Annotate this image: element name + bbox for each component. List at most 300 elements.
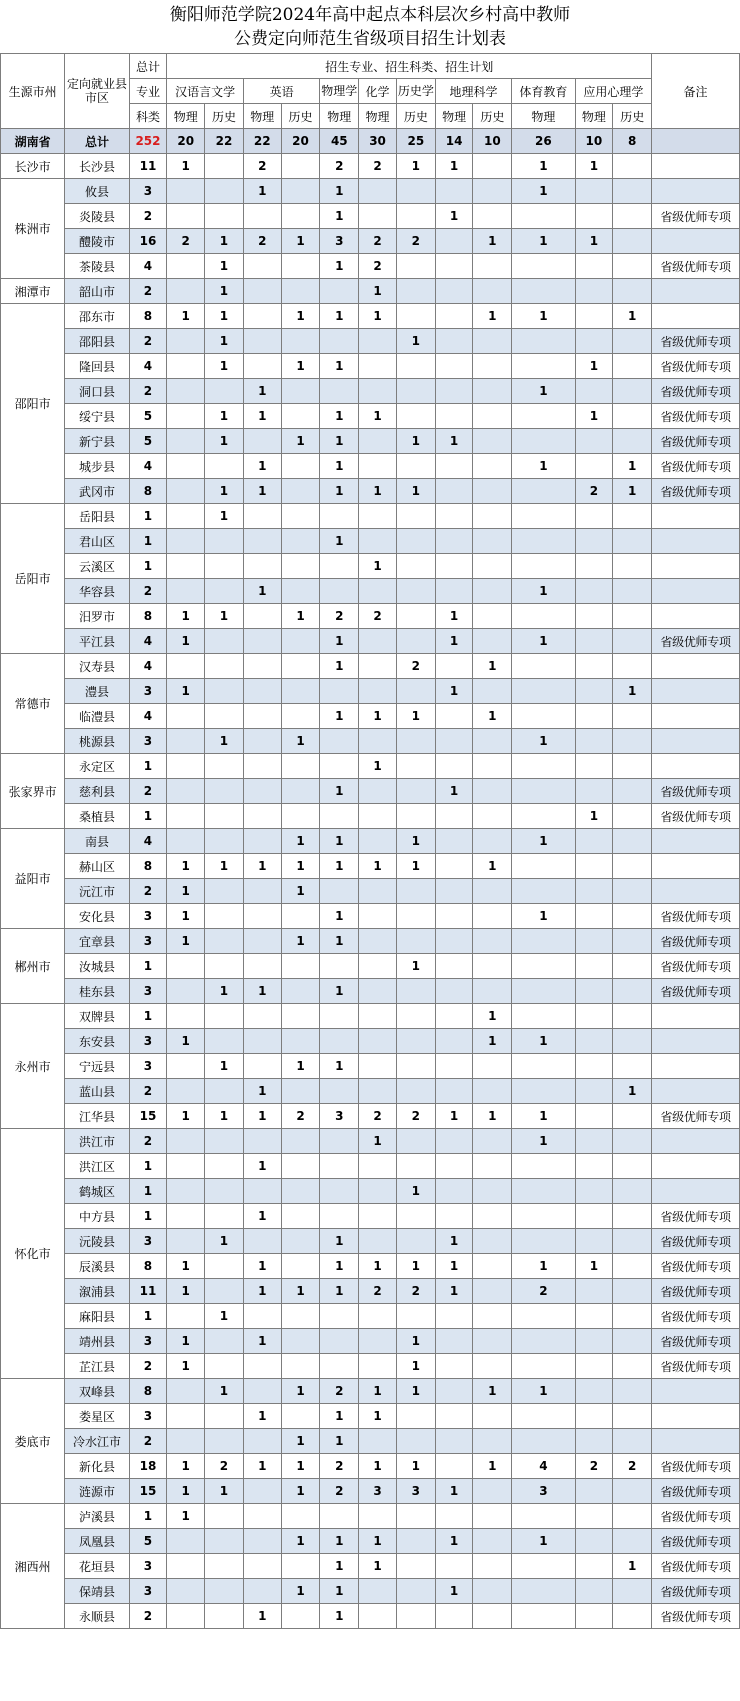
table-row xyxy=(1,604,740,629)
county-cell: 中方县 xyxy=(65,1204,129,1229)
header-major: 体育教育 xyxy=(512,79,575,104)
plan-count-cell xyxy=(575,1029,613,1054)
plan-count-cell xyxy=(435,879,473,904)
plan-count-cell xyxy=(359,1079,397,1104)
plan-count-cell xyxy=(575,779,613,804)
plan-count-cell xyxy=(575,979,613,1004)
plan-count-cell xyxy=(243,804,281,829)
plan-count-cell: 1 xyxy=(512,154,575,179)
plan-count-cell: 1 xyxy=(320,454,359,479)
plan-count-cell xyxy=(575,604,613,629)
header-category: 物理 xyxy=(435,104,473,129)
plan-count-cell xyxy=(281,529,320,554)
table-row xyxy=(1,254,740,279)
remark-cell: 省级优师专项 xyxy=(652,254,740,279)
plan-count-cell xyxy=(575,1204,613,1229)
plan-count-cell xyxy=(359,779,397,804)
county-cell: 江华县 xyxy=(65,1104,129,1129)
table-row xyxy=(1,1454,740,1479)
plan-count-cell xyxy=(281,1354,320,1379)
county-total-cell: 2 xyxy=(129,1604,167,1629)
plan-count-cell: 1 xyxy=(396,1454,435,1479)
plan-count-cell: 1 xyxy=(243,179,281,204)
plan-count-cell xyxy=(167,779,205,804)
plan-count-cell xyxy=(613,1104,652,1129)
table-row xyxy=(1,1004,740,1029)
plan-count-cell xyxy=(613,404,652,429)
plan-count-cell: 1 xyxy=(320,1579,359,1604)
county-total-cell: 3 xyxy=(129,729,167,754)
plan-count-cell xyxy=(613,554,652,579)
plan-count-cell: 3 xyxy=(320,1104,359,1129)
plan-count-cell xyxy=(205,1404,244,1429)
plan-count-cell xyxy=(473,579,512,604)
county-total-cell: 3 xyxy=(129,1054,167,1079)
plan-count-cell xyxy=(473,554,512,579)
plan-count-cell: 1 xyxy=(512,629,575,654)
header-category: 物理 xyxy=(167,104,205,129)
plan-count-cell xyxy=(613,1354,652,1379)
plan-count-cell xyxy=(359,954,397,979)
plan-count-cell: 1 xyxy=(512,304,575,329)
plan-count-cell: 2 xyxy=(613,1454,652,1479)
plan-count-cell xyxy=(435,554,473,579)
plan-count-cell: 1 xyxy=(320,1054,359,1079)
county-total-cell: 2 xyxy=(129,879,167,904)
table-row xyxy=(1,479,740,504)
plan-count-cell: 1 xyxy=(512,904,575,929)
plan-count-cell xyxy=(575,1604,613,1629)
county-cell: 隆回县 xyxy=(65,354,129,379)
plan-count-cell xyxy=(359,204,397,229)
plan-count-cell xyxy=(613,429,652,454)
plan-count-cell xyxy=(320,804,359,829)
county-cell: 宜章县 xyxy=(65,929,129,954)
plan-count-cell xyxy=(435,1429,473,1454)
county-cell: 慈利县 xyxy=(65,779,129,804)
table-row xyxy=(1,954,740,979)
plan-count-cell: 2 xyxy=(396,654,435,679)
plan-count-cell xyxy=(359,1304,397,1329)
county-cell: 汨罗市 xyxy=(65,604,129,629)
plan-count-cell xyxy=(359,179,397,204)
plan-count-cell xyxy=(435,729,473,754)
remark-cell: 省级优师专项 xyxy=(652,204,740,229)
plan-count-cell: 1 xyxy=(512,379,575,404)
plan-count-cell xyxy=(473,729,512,754)
plan-count-cell: 1 xyxy=(281,229,320,254)
plan-count-cell: 1 xyxy=(473,1029,512,1054)
table-row xyxy=(1,1129,740,1154)
county-cell: 醴陵市 xyxy=(65,229,129,254)
plan-count-cell xyxy=(435,379,473,404)
plan-count-cell xyxy=(435,979,473,1004)
plan-count-cell xyxy=(575,329,613,354)
city-cell: 永州市 xyxy=(1,1004,65,1129)
plan-count-cell xyxy=(575,1479,613,1504)
plan-count-cell xyxy=(613,1154,652,1179)
plan-count-cell: 1 xyxy=(512,1379,575,1404)
table-row xyxy=(1,154,740,179)
plan-count-cell xyxy=(205,704,244,729)
plan-count-cell xyxy=(359,679,397,704)
county-total-cell: 5 xyxy=(129,429,167,454)
remark-cell xyxy=(652,1004,740,1029)
plan-count-cell xyxy=(396,204,435,229)
city-cell: 张家界市 xyxy=(1,754,65,829)
county-total-cell: 4 xyxy=(129,704,167,729)
plan-count-cell xyxy=(359,1004,397,1029)
plan-count-cell xyxy=(243,1479,281,1504)
county-cell: 冷水江市 xyxy=(65,1429,129,1454)
plan-count-cell xyxy=(575,1229,613,1254)
plan-count-cell xyxy=(320,879,359,904)
header-major: 化学 xyxy=(359,79,397,104)
plan-count-cell xyxy=(281,454,320,479)
plan-count-cell xyxy=(575,929,613,954)
plan-count-cell xyxy=(512,754,575,779)
remark-cell: 省级优师专项 xyxy=(652,804,740,829)
remark-cell: 省级优师专项 xyxy=(652,1304,740,1329)
header-category: 历史 xyxy=(281,104,320,129)
plan-count-cell xyxy=(613,1304,652,1329)
plan-count-cell xyxy=(359,654,397,679)
city-cell: 娄底市 xyxy=(1,1379,65,1504)
plan-count-cell: 1 xyxy=(396,704,435,729)
plan-count-cell xyxy=(473,379,512,404)
plan-count-cell xyxy=(167,1579,205,1604)
plan-count-cell xyxy=(281,1329,320,1354)
plan-count-cell: 1 xyxy=(320,904,359,929)
county-cell: 岳阳县 xyxy=(65,504,129,529)
county-total-cell: 2 xyxy=(129,379,167,404)
plan-count-cell xyxy=(473,1479,512,1504)
header-major-label: 专业 xyxy=(129,79,167,104)
plan-count-cell xyxy=(205,629,244,654)
plan-count-cell xyxy=(575,504,613,529)
county-cell: 南县 xyxy=(65,829,129,854)
plan-count-cell xyxy=(512,654,575,679)
county-cell: 城步县 xyxy=(65,454,129,479)
plan-count-cell xyxy=(243,729,281,754)
plan-count-cell: 1 xyxy=(167,1454,205,1479)
plan-count-cell: 1 xyxy=(575,1254,613,1279)
county-cell: 洞口县 xyxy=(65,379,129,404)
plan-count-cell xyxy=(613,804,652,829)
plan-count-cell: 1 xyxy=(396,1254,435,1279)
remark-cell: 省级优师专项 xyxy=(652,904,740,929)
plan-count-cell xyxy=(613,879,652,904)
plan-count-cell: 1 xyxy=(512,1029,575,1054)
plan-count-cell: 1 xyxy=(205,1304,244,1329)
plan-count-cell xyxy=(167,1204,205,1229)
remark-cell: 省级优师专项 xyxy=(652,1604,740,1629)
plan-count-cell xyxy=(281,1254,320,1279)
table-row xyxy=(1,904,740,929)
plan-count-cell xyxy=(396,354,435,379)
plan-count-cell xyxy=(281,1204,320,1229)
plan-count-cell xyxy=(435,704,473,729)
plan-count-cell: 1 xyxy=(205,404,244,429)
plan-count-cell: 1 xyxy=(205,504,244,529)
plan-count-cell xyxy=(613,1029,652,1054)
plan-count-cell: 1 xyxy=(320,529,359,554)
plan-count-cell xyxy=(512,879,575,904)
plan-count-cell xyxy=(281,254,320,279)
plan-count-cell xyxy=(613,829,652,854)
plan-count-cell xyxy=(396,729,435,754)
plan-count-cell xyxy=(396,1579,435,1604)
plan-count-cell xyxy=(205,954,244,979)
county-total-cell: 8 xyxy=(129,1254,167,1279)
plan-count-cell xyxy=(613,1529,652,1554)
plan-count-cell xyxy=(473,754,512,779)
county-cell: 溆浦县 xyxy=(65,1279,129,1304)
header-plan-group: 招生专业、招生科类、招生计划 xyxy=(167,54,652,79)
plan-count-cell: 1 xyxy=(320,429,359,454)
plan-count-cell xyxy=(613,529,652,554)
plan-count-cell xyxy=(473,1229,512,1254)
plan-count-cell: 1 xyxy=(512,179,575,204)
county-total-cell: 4 xyxy=(129,454,167,479)
table-row xyxy=(1,329,740,354)
plan-count-cell: 1 xyxy=(167,1279,205,1304)
plan-count-cell xyxy=(281,579,320,604)
total-value: 26 xyxy=(512,129,575,154)
plan-count-cell xyxy=(396,1129,435,1154)
plan-count-cell xyxy=(396,304,435,329)
plan-count-cell xyxy=(243,879,281,904)
plan-count-cell: 1 xyxy=(512,1104,575,1129)
plan-count-cell xyxy=(281,1304,320,1329)
county-total-cell: 8 xyxy=(129,854,167,879)
table-row xyxy=(1,279,740,304)
plan-count-cell xyxy=(243,654,281,679)
plan-count-cell xyxy=(435,354,473,379)
plan-count-cell xyxy=(205,829,244,854)
county-total-cell: 1 xyxy=(129,1304,167,1329)
county-cell: 韶山市 xyxy=(65,279,129,304)
header-total: 总计 xyxy=(129,54,167,79)
plan-count-cell xyxy=(613,1404,652,1429)
plan-count-cell xyxy=(512,1079,575,1104)
plan-count-cell: 1 xyxy=(613,304,652,329)
plan-count-cell xyxy=(205,1079,244,1104)
plan-count-cell xyxy=(575,1004,613,1029)
plan-count-cell: 1 xyxy=(281,1479,320,1504)
county-cell: 赫山区 xyxy=(65,854,129,879)
county-cell: 洪江区 xyxy=(65,1154,129,1179)
plan-count-cell xyxy=(473,404,512,429)
plan-count-cell xyxy=(243,204,281,229)
county-cell: 平江县 xyxy=(65,629,129,654)
plan-count-cell xyxy=(512,1154,575,1179)
table-row xyxy=(1,1104,740,1129)
city-cell: 常德市 xyxy=(1,654,65,754)
plan-count-cell xyxy=(435,1554,473,1579)
remark-cell: 省级优师专项 xyxy=(652,1254,740,1279)
table-row xyxy=(1,704,740,729)
plan-count-cell xyxy=(359,529,397,554)
plan-count-cell: 1 xyxy=(575,404,613,429)
plan-count-cell xyxy=(575,1504,613,1529)
city-cell: 郴州市 xyxy=(1,929,65,1004)
plan-count-cell: 1 xyxy=(205,254,244,279)
plan-count-cell xyxy=(473,354,512,379)
county-cell: 双牌县 xyxy=(65,1004,129,1029)
plan-count-cell: 1 xyxy=(167,904,205,929)
plan-count-cell xyxy=(243,1029,281,1054)
plan-count-cell: 1 xyxy=(435,1479,473,1504)
plan-count-cell xyxy=(575,1354,613,1379)
remark-cell: 省级优师专项 xyxy=(652,629,740,654)
plan-count-cell xyxy=(167,1179,205,1204)
plan-count-cell xyxy=(512,1304,575,1329)
plan-count-cell: 1 xyxy=(320,304,359,329)
county-total-cell: 1 xyxy=(129,1204,167,1229)
plan-count-cell: 1 xyxy=(435,629,473,654)
plan-count-cell xyxy=(167,1304,205,1329)
plan-count-cell xyxy=(243,604,281,629)
county-cell: 桃源县 xyxy=(65,729,129,754)
header-source-city: 生源市州 xyxy=(1,54,65,129)
plan-count-cell: 1 xyxy=(512,1129,575,1154)
plan-count-cell xyxy=(167,354,205,379)
plan-count-cell: 1 xyxy=(320,1229,359,1254)
plan-count-cell xyxy=(167,1429,205,1454)
plan-count-cell: 1 xyxy=(320,704,359,729)
plan-count-cell xyxy=(435,1304,473,1329)
plan-count-cell xyxy=(359,1204,397,1229)
plan-count-cell xyxy=(320,1129,359,1154)
plan-count-cell xyxy=(396,879,435,904)
table-row xyxy=(1,229,740,254)
plan-count-cell: 1 xyxy=(473,1004,512,1029)
plan-count-cell: 1 xyxy=(613,679,652,704)
plan-count-cell xyxy=(281,1404,320,1429)
plan-count-cell xyxy=(396,1029,435,1054)
total-value: 10 xyxy=(473,129,512,154)
plan-count-cell xyxy=(613,154,652,179)
plan-count-cell: 1 xyxy=(281,1454,320,1479)
plan-count-cell: 1 xyxy=(359,1129,397,1154)
plan-count-cell: 1 xyxy=(435,604,473,629)
header-major: 英语 xyxy=(243,79,320,104)
plan-count-cell xyxy=(205,1279,244,1304)
table-row xyxy=(1,379,740,404)
plan-count-cell xyxy=(613,654,652,679)
plan-count-cell xyxy=(359,1229,397,1254)
plan-count-cell: 1 xyxy=(396,1379,435,1404)
plan-count-cell xyxy=(435,854,473,879)
remark-cell xyxy=(652,604,740,629)
plan-count-cell xyxy=(575,179,613,204)
plan-count-cell: 2 xyxy=(320,1379,359,1404)
plan-count-cell xyxy=(473,154,512,179)
plan-count-cell xyxy=(575,1154,613,1179)
remark-cell xyxy=(652,154,740,179)
remark-cell xyxy=(652,1154,740,1179)
plan-count-cell xyxy=(435,829,473,854)
plan-count-cell xyxy=(435,1379,473,1404)
plan-count-cell: 2 xyxy=(281,1104,320,1129)
plan-count-cell xyxy=(281,1004,320,1029)
plan-count-cell xyxy=(281,704,320,729)
plan-count-cell xyxy=(473,1354,512,1379)
plan-count-cell xyxy=(320,954,359,979)
plan-count-cell xyxy=(396,1079,435,1104)
county-total-cell: 2 xyxy=(129,579,167,604)
plan-count-cell xyxy=(613,1604,652,1629)
plan-count-cell xyxy=(575,679,613,704)
table-row xyxy=(1,1254,740,1279)
county-cell: 云溪区 xyxy=(65,554,129,579)
plan-count-cell xyxy=(359,929,397,954)
county-cell: 汝城县 xyxy=(65,954,129,979)
table-row xyxy=(1,629,740,654)
remark-cell: 省级优师专项 xyxy=(652,429,740,454)
table-row xyxy=(1,754,740,779)
plan-count-cell xyxy=(243,1304,281,1329)
plan-count-cell xyxy=(167,554,205,579)
plan-count-cell xyxy=(575,204,613,229)
plan-count-cell xyxy=(473,679,512,704)
table-row xyxy=(1,779,740,804)
plan-count-cell xyxy=(512,504,575,529)
plan-count-cell xyxy=(473,1604,512,1629)
plan-count-cell xyxy=(396,1304,435,1329)
plan-count-cell xyxy=(435,1154,473,1179)
plan-count-cell xyxy=(575,429,613,454)
plan-count-cell xyxy=(320,1004,359,1029)
header-category: 物理 xyxy=(575,104,613,129)
county-cell: 邵阳县 xyxy=(65,329,129,354)
county-total-cell: 2 xyxy=(129,1429,167,1454)
plan-count-cell: 1 xyxy=(613,479,652,504)
plan-count-cell xyxy=(473,1204,512,1229)
plan-count-cell: 1 xyxy=(359,1454,397,1479)
county-cell: 临澧县 xyxy=(65,704,129,729)
header-category: 物理 xyxy=(359,104,397,129)
plan-count-cell xyxy=(435,254,473,279)
plan-count-cell xyxy=(473,279,512,304)
plan-count-cell xyxy=(613,229,652,254)
plan-count-cell xyxy=(512,554,575,579)
plan-count-cell xyxy=(435,1604,473,1629)
plan-count-cell: 1 xyxy=(281,1379,320,1404)
plan-count-cell xyxy=(281,154,320,179)
plan-count-cell xyxy=(613,904,652,929)
county-total-cell: 8 xyxy=(129,604,167,629)
plan-count-cell: 1 xyxy=(320,929,359,954)
remark-cell xyxy=(652,579,740,604)
total-value: 8 xyxy=(613,129,652,154)
plan-count-cell xyxy=(435,804,473,829)
county-total-cell: 1 xyxy=(129,804,167,829)
plan-count-cell xyxy=(613,579,652,604)
plan-count-cell: 1 xyxy=(320,204,359,229)
plan-count-cell xyxy=(512,1404,575,1429)
plan-count-cell xyxy=(320,1154,359,1179)
plan-count-cell xyxy=(512,479,575,504)
plan-count-cell xyxy=(512,1329,575,1354)
plan-count-cell: 1 xyxy=(205,304,244,329)
table-row xyxy=(1,1054,740,1079)
plan-count-cell: 1 xyxy=(167,854,205,879)
plan-count-cell: 1 xyxy=(243,404,281,429)
header-category: 物理 xyxy=(512,104,575,129)
plan-count-cell: 1 xyxy=(167,1104,205,1129)
